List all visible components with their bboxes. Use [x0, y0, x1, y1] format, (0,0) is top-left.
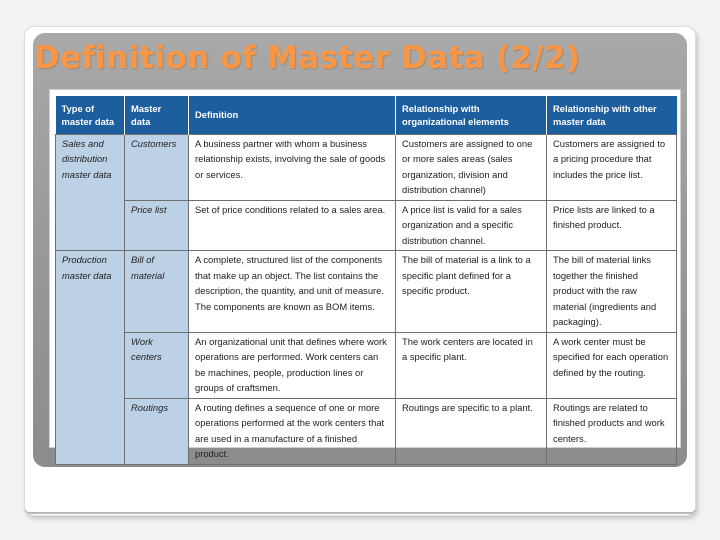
master-data-cell: Work centers — [125, 332, 189, 398]
org-relationship-cell: The bill of material is a link to a specific plant defined for a specific product. — [396, 251, 547, 333]
master-data-cell: Customers — [125, 134, 189, 200]
org-relationship-cell: The work centers are located in a specific plant. — [396, 332, 547, 398]
other-relationship-cell: Price lists are linked to a finished product. — [547, 200, 677, 251]
master-data-table — [55, 96, 677, 465]
type-cell: Sales and distribution master data — [56, 134, 125, 251]
definition-cell: Set of price conditions related to a sales area. — [189, 200, 396, 251]
card-bottom-divider — [24, 508, 696, 514]
master-data-cell: Price list — [125, 200, 189, 251]
table-row — [56, 251, 677, 333]
master-data-cell: Routings — [125, 398, 189, 464]
definition-cell: A business partner with whom a business relationship exists, involving the sale of goods or services. — [189, 134, 396, 200]
type-cell: Production master data — [56, 251, 125, 465]
definition-cell: A routing defines a sequence of one or more operations performed at the work centers that are used in a manufacture of a finished product. — [189, 398, 396, 464]
table-row — [56, 398, 677, 464]
header-master-data: Master data — [125, 96, 189, 134]
header-org-relationship: Relationship with organizational elements — [396, 96, 547, 134]
slide-title: Definition of Master Data (2/2) — [34, 40, 581, 76]
master-data-cell: Bill of material — [125, 251, 189, 333]
other-relationship-cell: Customers are assigned to a pricing procedure that includes the price list. — [547, 134, 677, 200]
header-type: Type of master data — [56, 96, 125, 134]
org-relationship-cell: Customers are assigned to one or more sales areas (sales organization, division and distribution channel) — [396, 134, 547, 200]
table-row — [56, 332, 677, 398]
definition-cell: An organizational unit that defines where work operations are performed. Work centers can be machines, people, production lines or groups of craftsmen. — [189, 332, 396, 398]
other-relationship-cell: Routings are related to finished products and work centers. — [547, 398, 677, 464]
table-row — [56, 200, 677, 251]
other-relationship-cell: A work center must be specified for each operation defined by the routing. — [547, 332, 677, 398]
table-header-row — [56, 96, 677, 134]
other-relationship-cell: The bill of material links together the finished product with the raw material (ingredients and packaging). — [547, 251, 677, 333]
org-relationship-cell: A price list is valid for a sales organization and a specific distribution channel. — [396, 200, 547, 251]
header-definition: Definition — [189, 96, 396, 134]
table-row — [56, 134, 677, 200]
definition-cell: A complete, structured list of the components that make up an object. The list contains the description, the quantity, and unit of measure. The components are known as BOM items. — [189, 251, 396, 333]
header-other-relationship: Relationship with other master data — [547, 96, 677, 134]
org-relationship-cell: Routings are specific to a plant. — [396, 398, 547, 464]
